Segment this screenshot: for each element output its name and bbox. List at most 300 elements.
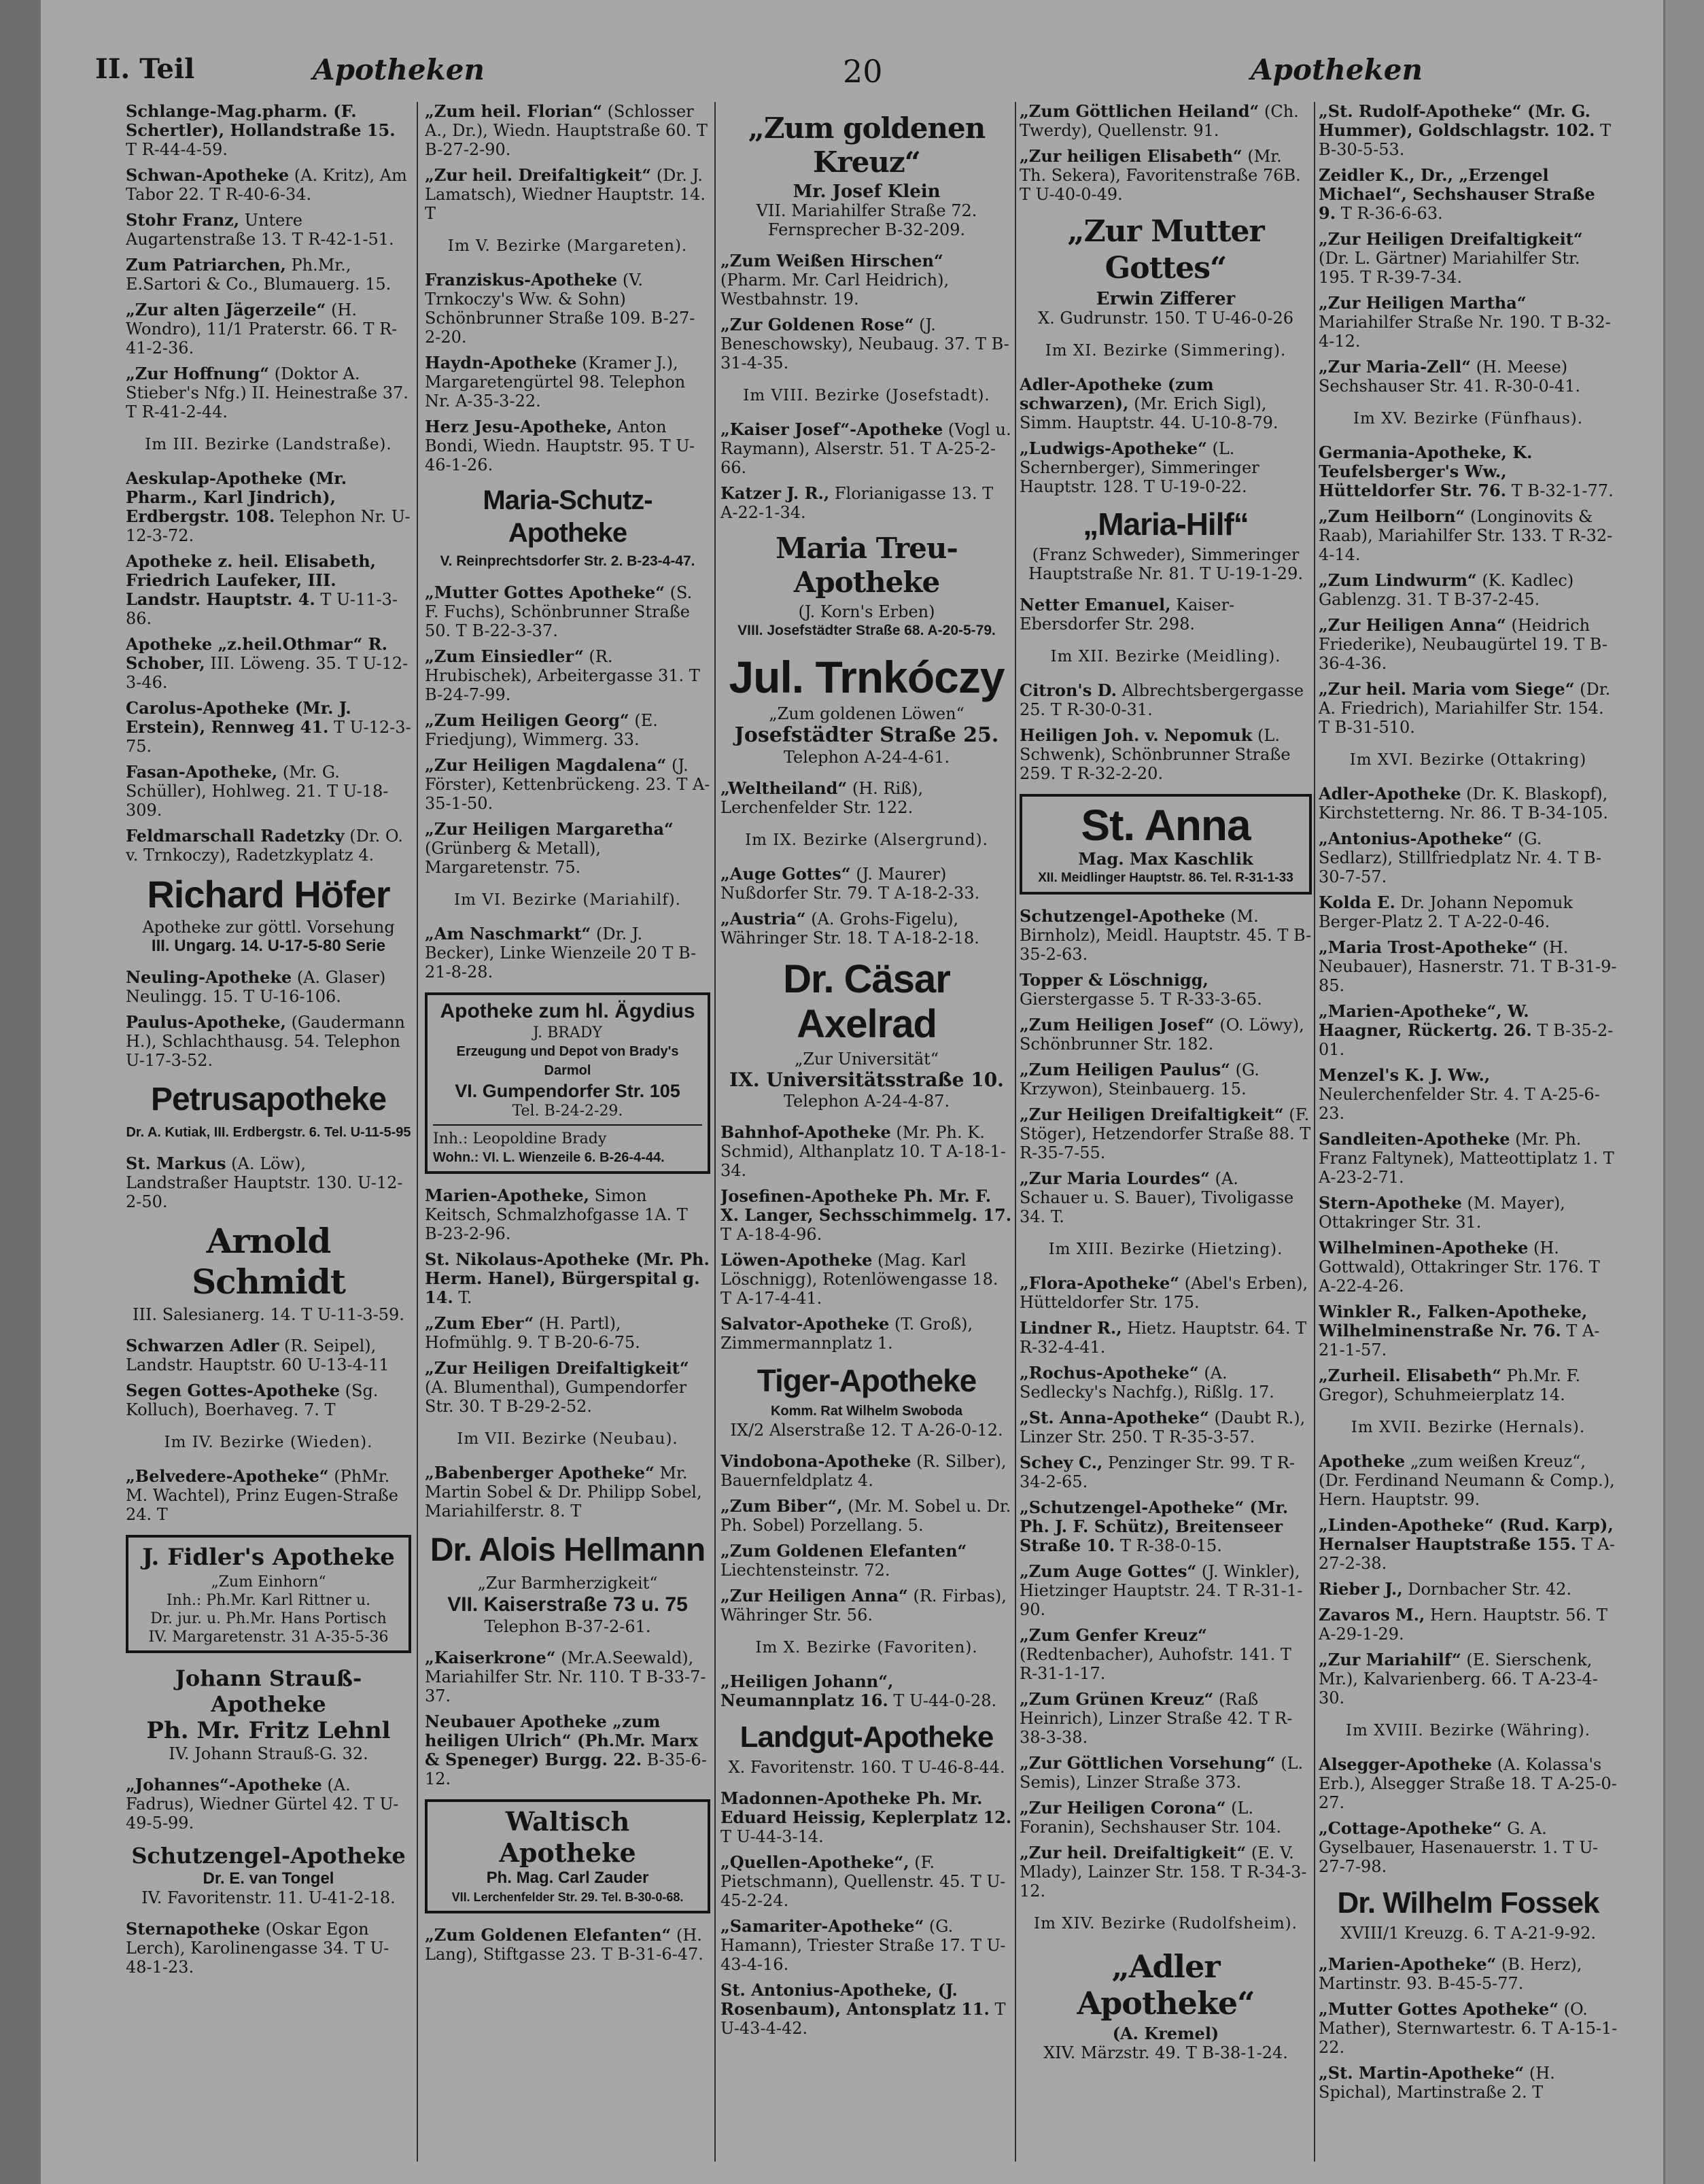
listing-details: (A. Grohs-Figelu), Währinger Str. 18. T A-18-2-18. <box>720 909 979 948</box>
listing-details: (F. Pietschmann), Quellenstr. 45. T U-45-2-24. <box>720 1853 1006 1910</box>
ad-title: Maria Treu-Apotheke <box>776 532 958 599</box>
listing-name: Katzer J. R., <box>720 483 830 503</box>
district-heading: Im VIII. Bezirke (Josefstadt). <box>743 387 990 404</box>
listing-entry <box>425 647 710 704</box>
listing-name: „Heiligen Johann“, Neumannplatz 16. <box>720 1671 894 1710</box>
listing-entry <box>126 364 411 421</box>
listing-entry <box>720 484 1013 522</box>
listing-entry <box>1020 1364 1312 1402</box>
listing-details: (Mr. Ph. K. Schmid), Althanplatz 10. T A-18-1-34. <box>720 1123 1006 1180</box>
listing-entry <box>126 699 411 756</box>
listing-name: „Auge Gottes“ <box>720 864 851 884</box>
ad-line: Inh.: Ph.Mr. Karl Rittner u. <box>166 1592 371 1609</box>
listing-name: „St. Anna-Apotheke“ <box>1020 1408 1209 1427</box>
ad-line: VII. Mariahilfer Straße 72. <box>756 201 977 220</box>
listing-details: (H. Partl), Hofmühlg. 9. T B-20-6-75. <box>425 1314 640 1352</box>
display-ad <box>720 653 1013 767</box>
listing-name: Salvator-Apotheke <box>720 1314 890 1334</box>
ad-line: X. Favoritenstr. 160. T U-46-8-44. <box>728 1758 1005 1777</box>
listing-name: „Zurheil. Elisabeth“ <box>1319 1366 1502 1385</box>
listing-name: „Zur heiligen Elisabeth“ <box>1020 146 1242 166</box>
listing-details: Hietz. Hauptstr. 64. T R-32-4-41. <box>1020 1319 1307 1357</box>
ad-line: (Franz Schweder), Simmeringer <box>1032 545 1300 564</box>
listing-name: Bahnhof-Apotheke <box>720 1122 891 1142</box>
display-ad <box>126 1221 411 1324</box>
district-heading: Im VI. Bezirke (Mariahilf). <box>454 891 681 909</box>
listing-details: (Oskar Egon Lerch), Karolinengasse 34. T U-48-1-23. <box>126 1920 389 1977</box>
ad-title: Jul. Trnkóczy <box>729 652 1005 702</box>
listing-entry <box>1020 1408 1312 1446</box>
listing-name: „Zur Heiligen Magdalena“ <box>425 755 667 775</box>
ad-line: Telephon A-24-4-87. <box>783 1092 950 1111</box>
listing-details: (Mr. M. Sobel u. Dr. Ph. Sobel) Porzellang. 5. <box>720 1497 1011 1535</box>
listing-entry <box>1319 1302 1618 1359</box>
page-header <box>95 53 1468 101</box>
column-rule <box>1015 102 1016 2162</box>
listing-name: „Belvedere-Apotheke“ <box>126 1466 329 1486</box>
listing-entry <box>126 763 411 820</box>
listing-name: Madonnen-Apotheke Ph. Mr. Eduard Heissig, Keplerplatz 12. <box>720 1788 1012 1827</box>
listing-details: T U-43-4-42. <box>720 2000 1006 2038</box>
listing-entry <box>425 711 710 749</box>
listing-entry <box>1319 616 1618 673</box>
listing-entry <box>1319 1650 1618 1708</box>
listing-name: Heiligen Joh. v. Nepomuk <box>1020 725 1253 745</box>
ad-title: Dr. Cäsar Axelrad <box>783 957 950 1046</box>
listing-details: B-35-6-12. <box>425 1750 707 1788</box>
listing-details: (G. Krzywon), Steinbauerg. 15. <box>1020 1060 1259 1098</box>
listing-name: Vindobona-Apotheke <box>720 1451 911 1471</box>
listing-details: (Dr. J. Lamatsch), Wiedner Hauptstr. 14. T <box>425 166 706 223</box>
listing-name: Schwan-Apotheke <box>126 165 290 185</box>
listing-name: Lindner R., <box>1020 1318 1122 1338</box>
listing-details: III. Löweng. 35. T U-12-3-46. <box>126 654 408 692</box>
listing-name: „Zum Heiligen Paulus“ <box>1020 1060 1230 1079</box>
listing-name: „Austria“ <box>720 909 806 929</box>
district-heading: Im XII. Bezirke (Meidling). <box>1050 648 1281 665</box>
listing-details: (L. Semis), Linzer Straße 373. <box>1020 1754 1304 1792</box>
listing-entry <box>126 635 411 692</box>
listing-name: „St. Martin-Apotheke“ <box>1319 2063 1525 2083</box>
listing-entry <box>126 166 411 204</box>
listing-entry <box>1020 1843 1312 1901</box>
listing-entry <box>1020 1562 1312 1619</box>
listing-name: Aeskulap-Apotheke (Mr. Pharm., Karl Jindrich), Erdbergstr. 108. <box>126 468 347 526</box>
display-ad <box>126 874 411 956</box>
listing-entry <box>126 1154 411 1211</box>
listing-details: (J. Maurer) Nußdorfer Str. 79. T A-18-2-33. <box>720 865 980 903</box>
listing-entry <box>720 420 1013 477</box>
listing-entry <box>425 820 710 877</box>
listing-name: Rieber J., <box>1319 1579 1403 1599</box>
listing-details: Neulerchenfelder Str. 4. T A-25-6-23. <box>1319 1085 1600 1123</box>
listing-name: Schey C., <box>1020 1453 1103 1472</box>
column-4 <box>1020 102 1312 2162</box>
listing-details: (O. Mather), Sternwartestr. 6. T A-15-1-22. <box>1319 2000 1618 2057</box>
listing-entry <box>425 166 710 223</box>
listing-entry <box>425 1186 710 1243</box>
listing-entry <box>425 1648 710 1705</box>
listing-details: (Raß Heinrich), Linzer Straße 42. T R-38-3-38. <box>1020 1690 1293 1747</box>
ad-title: Waltisch Apotheke <box>499 1806 636 1868</box>
listing-name: „Quellen-Apotheke“, <box>720 1852 909 1872</box>
listing-name: „Ludwigs-Apotheke“ <box>1020 438 1207 458</box>
listing-name: „Zur Heiligen Dreifaltigkeit“ <box>1319 229 1583 249</box>
listing-entry <box>1319 784 1618 822</box>
display-ad <box>126 1665 411 1763</box>
listing-details: (H. Spichal), Martinstraße 2. T <box>1319 2064 1555 2102</box>
listing-details: (A. Fadrus), Wiedner Gürtel 42. T U-49-5-99. <box>126 1775 399 1833</box>
listing-entry <box>1020 1799 1312 1837</box>
ad-line: X. Gudrunstr. 150. T U-46-0-26 <box>1038 309 1293 328</box>
listing-details: (Pharm. Mr. Carl Heidrich), Westbahnstr. 19. <box>720 271 950 309</box>
display-ad <box>720 1362 1013 1440</box>
listing-name: „Marien-Apotheke“ <box>1319 1954 1497 1974</box>
listing-details: T R-38-0-15. <box>1119 1536 1222 1555</box>
listing-entry <box>425 1314 710 1352</box>
ad-title: „Zur Mutter Gottes“ <box>1067 214 1264 285</box>
listing-entry <box>425 1712 710 1788</box>
listing-name: Citron's D. <box>1020 680 1117 700</box>
listing-name: Haydn-Apotheke <box>425 353 577 372</box>
listing-entry <box>720 1452 1013 1490</box>
listing-name: „Kaiserkrone“ <box>425 1648 556 1667</box>
listing-name: „Zur Maria Lourdes“ <box>1020 1168 1210 1188</box>
listing-name: „Zur Heiligen Corona“ <box>1020 1798 1226 1818</box>
listing-details: (Kramer J.), Margaretengürtel 98. Telephon Nr. A-35-3-22. <box>425 353 686 411</box>
listing-details: Dr. Johann Nepomuk Berger-Platz 2. T A-22-0-46. <box>1319 893 1573 931</box>
listing-entry <box>720 1123 1013 1180</box>
listing-entry <box>720 1853 1013 1910</box>
listing-details: (L. Schernberger), Simmeringer Hauptstr. 128. T U-19-0-22. <box>1020 439 1259 496</box>
ad-line: „Zum Einhorn“ <box>211 1574 326 1591</box>
listing-details: Telephon Nr. U-12-3-72. <box>126 507 411 545</box>
listing-name: Alsegger-Apotheke <box>1319 1754 1493 1774</box>
district-heading: Im IV. Bezirke (Wieden). <box>164 1434 373 1451</box>
ad-title: Johann Strauß-Apotheke <box>175 1665 362 1717</box>
ad-line: IV. Johann Strauß-G. 32. <box>169 1744 368 1763</box>
ad-line: Dr. A. Kutiak, III. Erdbergstr. 6. Tel. U-11-5-95 <box>126 1125 411 1140</box>
listing-details: (V. Trnkoczy's Ww. & Sohn) Schönbrunner Straße 109. B-27-2-20. <box>425 271 695 347</box>
listing-name: Wilhelminen-Apotheke <box>1319 1238 1529 1258</box>
listing-entry <box>1319 893 1618 931</box>
listing-name: Adler-Apotheke (zum schwarzen), <box>1020 375 1214 413</box>
display-ad <box>720 1720 1013 1777</box>
listing-name: Netter Emanuel, <box>1020 595 1171 614</box>
listing-name: Schwarzen Adler <box>126 1336 279 1355</box>
listing-name: Löwen-Apotheke <box>720 1250 873 1270</box>
listing-name: „Zum Genfer Kreuz“ <box>1020 1625 1207 1645</box>
listing-name: Carolus-Apotheke (Mr. J. Erstein), Rennweg 41. <box>126 698 351 737</box>
listing-name: Stohr Franz, <box>126 210 240 230</box>
ad-line: VII. Kaiserstraße 73 u. 75 <box>447 1593 688 1616</box>
listing-details: (Dr. A. Friedrich), Mariahilfer Str. 154. T B-31-510. <box>1319 680 1611 737</box>
listing-details: T A-21-1-57. <box>1319 1321 1600 1359</box>
column-1 <box>126 102 411 2162</box>
listing-details: (PhMr. M. Wachtel), Prinz Eugen-Straße 24. T <box>126 1467 399 1524</box>
listing-name: „Zum Auge Gottes“ <box>1020 1561 1197 1581</box>
district-heading: Im XV. Bezirke (Fünfhaus). <box>1353 410 1584 428</box>
listing-details: T U-44-0-28. <box>893 1691 997 1710</box>
listing-entry <box>126 968 411 1006</box>
listing-details: T B-35-2-01. <box>1319 1021 1614 1059</box>
listing-details: (Vogl u. Raymann), Alserstr. 51. T A-25-2-66. <box>720 420 1011 477</box>
listing-entry <box>1319 358 1618 396</box>
ad-line: Dr. jur. u. Ph.Mr. Hans Portisch <box>150 1610 387 1627</box>
listing-details: (A. Schauer u. S. Bauer), Tivoligasse 34. T. <box>1020 1169 1294 1226</box>
listing-name: „Flora-Apotheke“ <box>1020 1273 1180 1293</box>
listing-name: „Zur Hoffnung“ <box>126 364 270 383</box>
listing-entry <box>126 211 411 249</box>
listing-name: Menzel's K. J. Ww., <box>1319 1065 1491 1085</box>
listing-details: (J. Förster), Kettenbrückeng. 23. T A-35-1-50. <box>425 756 710 813</box>
listing-details: (Mr. Erich Sigl), Simm. Hauptstr. 44. U-10-8-79. <box>1020 394 1279 432</box>
ad-line: J. BRADY <box>533 1024 602 1041</box>
listing-name: „Kaiser Josef“-Apotheke <box>720 419 943 439</box>
listing-details: (M. Mayer), Ottakringer Str. 31. <box>1319 1194 1565 1232</box>
ad-line: IV. Margaretenstr. 31 A-35-5-36 <box>148 1629 389 1646</box>
display-ad <box>425 1530 710 1636</box>
listing-name: „Zum Weißen Hirschen“ <box>720 251 943 271</box>
listing-details: Simon Keitsch, Schmalzhofgasse 1A. T B-23-2-96. <box>425 1186 688 1243</box>
listing-entry <box>1020 375 1312 432</box>
listing-name: „Zum heil. Florian“ <box>425 102 602 121</box>
listing-entry <box>1319 102 1618 159</box>
listing-name: „Linden-Apotheke“ (Rud. Karp), Hernalser Hauptstraße 155. <box>1319 1515 1614 1554</box>
display-ad <box>1020 506 1312 583</box>
listing-entry <box>126 1336 411 1374</box>
listing-details: G. A. Gyselbauer, Hasenauerstr. 1. T U-27-7-98. <box>1319 1819 1599 1876</box>
listing-details: (A. Blumenthal), Gumpendorfer Str. 30. T B-29-2-52. <box>425 1378 687 1416</box>
ad-title: Richard Höfer <box>147 873 390 916</box>
listing-details: (R. Silber), Bauernfeldplatz 4. <box>720 1452 1007 1490</box>
listing-name: „Zur Göttlichen Vorsehung“ <box>1020 1753 1276 1773</box>
listing-entry <box>425 353 710 411</box>
listing-name: Josefinen-Apotheke Ph. Mr. F. X. Langer, Sechsschimmelg. 17. <box>720 1186 1012 1225</box>
listing-details: Penzinger Str. 99. T R-34-2-65. <box>1020 1453 1295 1491</box>
listing-details: (Redtenbacher), Auhofstr. 141. T R-31-1-17. <box>1020 1645 1291 1683</box>
listing-name: Schlange-Mag.pharm. (F. Schertler), Hollandstraße 15. <box>126 102 396 140</box>
listing-name: Segen Gottes-Apotheke <box>126 1381 340 1400</box>
listing-entry <box>1020 1105 1312 1162</box>
listing-details: (Mag. Karl Löschnigg), Rotenlöwengasse 18. T A-17-4-41. <box>720 1251 998 1308</box>
listing-details: (E. V. Mlady), Lainzer Str. 158. T R-34-3-12. <box>1020 1843 1307 1901</box>
listing-entry <box>1319 1066 1618 1123</box>
listing-details: Untere Augartenstraße 13. T R-42-1-51. <box>126 211 394 249</box>
district-heading: Im VII. Bezirke (Neubau). <box>457 1430 678 1448</box>
district-heading: Im XVI. Bezirke (Ottakring) <box>1349 751 1587 769</box>
listing-details: (F. Stöger), Hetzendorfer Straße 88. T R-35-7-55. <box>1020 1105 1311 1162</box>
listing-name: Germania-Apotheke, K. Teufelsberger's Ww., Hütteldorfer Str. 76. <box>1319 443 1533 500</box>
listing-details: (B. Herz), Martinstr. 93. B-45-5-77. <box>1319 1955 1582 1993</box>
listing-details: T R-44-4-59. <box>126 140 228 159</box>
listing-name: „Maria Trost-Apotheke“ <box>1319 937 1537 957</box>
listing-details: (R. Seipel), Landstr. Hauptstr. 60 U-13-4-11 <box>126 1336 389 1374</box>
listing-details: (Mr. Th. Sekera), Favoritenstraße 76B. T U-40-0-49. <box>1020 147 1301 204</box>
display-ad <box>126 1535 411 1653</box>
ad-line: Komm. Rat Wilhelm Swoboda <box>770 1404 963 1419</box>
listing-name: „Zur Heiligen Anna“ <box>1319 615 1506 635</box>
listing-entry <box>720 1187 1013 1244</box>
ad-title: St. Anna <box>1081 801 1251 850</box>
listing-name: Paulus-Apotheke, <box>126 1012 286 1032</box>
listing-details: (Daubt R.), Linzer Str. 250. T R-35-3-57. <box>1020 1408 1306 1446</box>
listing-details: (G. Hamann), Triester Straße 17. T U-43-4-16. <box>720 1917 1006 1974</box>
listing-name: Kolda E. <box>1319 892 1395 912</box>
ad-line: Ph. Mr. Fritz Lehnl <box>146 1717 391 1744</box>
display-ad <box>425 484 710 571</box>
listing-entry <box>1319 294 1618 351</box>
listing-details: (H. Lang), Stiftgasse 23. T B-31-6-47. <box>425 1926 703 1964</box>
listing-details: (T. Groß), Zimmermannplatz 1. <box>720 1315 973 1353</box>
listing-details: (Mr. G. Schüller), Hohlweg. 21. T U-18-309. <box>126 763 389 820</box>
listing-name: Apotheke z. heil. Elisabeth, Friedrich Laufeker, III. Landstr. Hauptstr. 4. <box>126 551 377 609</box>
running-title-left: Apotheken <box>313 53 485 86</box>
listing-entry <box>425 1250 710 1307</box>
listing-entry <box>126 256 411 294</box>
ad-line: Mr. Josef Klein <box>793 181 941 202</box>
listing-name: „Babenberger Apotheke“ <box>425 1463 655 1483</box>
listing-name: „Samariter-Apotheke“ <box>720 1916 924 1936</box>
listing-name: Sternapotheke <box>126 1919 260 1939</box>
listing-name: „Johannes“-Apotheke <box>126 1775 322 1795</box>
listing-details: Mariahilfer Straße Nr. 190. T B-32-4-12. <box>1319 313 1611 351</box>
listing-name: Schutzengel-Apotheke <box>1020 906 1225 926</box>
listing-entry <box>1319 2064 1618 2102</box>
listing-details: (A. Kritz), Am Tabor 22. T R-40-6-34. <box>126 166 407 204</box>
listing-name: Zavaros M., <box>1319 1605 1425 1625</box>
listing-details: (H. Riß), Lerchenfelder Str. 122. <box>720 779 924 817</box>
listing-name: „Zur Heiligen Dreifaltigkeit“ <box>1020 1105 1284 1124</box>
listing-entry <box>1319 1819 1618 1876</box>
listing-entry <box>126 1381 411 1419</box>
ad-title: Arnold Schmidt <box>192 1221 345 1302</box>
listing-name: St. Antonius-Apotheke, (J. Rosenbaum), Antonsplatz 11. <box>720 1980 990 2019</box>
listing-name: „Am Naschmarkt“ <box>425 924 591 943</box>
listing-name: Zum Patriarchen, <box>126 255 286 275</box>
ad-line: Dr. E. van Tongel <box>203 1869 334 1888</box>
listing-entry <box>1020 726 1312 783</box>
ad-line: Inh.: Leopoldine Brady <box>433 1124 702 1148</box>
listing-entry <box>126 469 411 545</box>
column-3 <box>720 102 1013 2162</box>
listing-name: Stern-Apotheke <box>1319 1193 1462 1213</box>
district-heading: Im XIV. Bezirke (Rudolfsheim). <box>1034 1915 1298 1932</box>
ad-line: III. Salesianerg. 14. T U-11-3-59. <box>133 1305 404 1324</box>
ad-line: Wohn.: VI. L. Wienzeile 6. B-26-4-44. <box>433 1150 665 1165</box>
listing-entry <box>720 779 1013 817</box>
listing-details: Ph.Mr. F. Gregor), Schuhmeierplatz 14. <box>1319 1366 1581 1404</box>
listing-name: „Zum Göttlichen Heiland“ <box>1020 102 1259 121</box>
listing-details: (Abel's Erben), Hütteldorfer Str. 175. <box>1020 1274 1308 1312</box>
column-rule <box>417 102 418 2162</box>
listing-name: „Zur Heiligen Martha“ <box>1319 293 1527 313</box>
ad-line: (J. Korn's Erben) <box>798 602 935 621</box>
ad-line: IX. Universitätsstraße 10. <box>729 1069 1004 1091</box>
display-ad <box>425 1799 710 1913</box>
display-ad <box>425 992 710 1174</box>
listing-details: Dornbacher Str. 42. <box>1408 1580 1572 1599</box>
listing-name: Sandleiten-Apotheke <box>1319 1129 1510 1149</box>
listing-name: „Zum Heiligen Josef“ <box>1020 1015 1215 1035</box>
listing-details: (A. Glaser) Neulingg. 15. T U-16-106. <box>126 968 386 1006</box>
ad-line: Tel. B-24-2-29. <box>512 1103 623 1120</box>
listing-details: Liechtensteinstr. 72. <box>720 1561 890 1580</box>
listing-details: Florianigasse 13. T A-22-1-34. <box>720 484 994 522</box>
listing-entry <box>1319 1366 1618 1404</box>
listing-name: Topper & Löschnigg, <box>1020 970 1209 990</box>
ad-line: „Zur Barmherzigkeit“ <box>477 1574 658 1593</box>
listing-details: (Dr. J. Becker), Linke Wienzeile 20 T B-21-8-28. <box>425 924 697 982</box>
listing-entry <box>1319 1238 1618 1296</box>
ad-line: Hauptstraße Nr. 81. T U-19-1-29. <box>1028 564 1303 583</box>
column-2 <box>425 102 710 2162</box>
listing-entry <box>720 1981 1013 2038</box>
listing-name: „Mutter Gottes Apotheke“ <box>1319 1999 1559 2019</box>
listing-name: „Marien-Apotheke“, W. Haagner, Rückertg. 26. <box>1319 1001 1532 1040</box>
listing-entry <box>1020 1060 1312 1098</box>
listing-entry <box>126 300 411 358</box>
ad-line: XIV. Märzstr. 49. T B-38-1-24. <box>1043 2043 1288 2062</box>
display-ad <box>1020 1948 1312 2062</box>
listing-name: „Zur heil. Maria vom Siege“ <box>1319 679 1575 699</box>
ad-line: XII. Meidlinger Hauptstr. 86. Tel. R-31-1-33 <box>1038 871 1293 885</box>
listing-details: (Gaudermann H.), Schlachthausg. 54. Telephon U-17-3-52. <box>126 1013 405 1070</box>
listing-entry <box>1319 571 1618 609</box>
district-heading: Im XVII. Bezirke (Hernals). <box>1351 1419 1586 1436</box>
listing-details: Ph.Mr., E.Sartori & Co., Blumauerg. 15. <box>126 256 392 294</box>
listing-entry <box>425 924 710 982</box>
listing-entry <box>1020 439 1312 496</box>
listing-name: Fasan-Apotheke, <box>126 762 278 782</box>
ad-line: Telephon A-24-4-61. <box>783 748 950 767</box>
listing-name: „Zur Goldenen Rose“ <box>720 315 914 334</box>
listing-details: (Doktor A. Stieber's Nfg.) II. Heinestraße 37. T R-41-2-44. <box>126 364 408 421</box>
listing-details: „zum weißen Kreuz“, (Dr. Ferdinand Neumann & Comp.), Hern. Hauptstr. 99. <box>1319 1452 1615 1509</box>
ad-line: (A. Kremel) <box>1112 2024 1219 2043</box>
listing-details: Gierstergasse 5. T R-33-3-65. <box>1020 990 1262 1009</box>
listing-details: (R. Firbas), Währinger Str. 56. <box>720 1587 1007 1625</box>
listing-entry <box>1020 1016 1312 1054</box>
ad-title: Apotheke zum hl. Ägydius <box>440 1000 695 1022</box>
listing-entry <box>1020 102 1312 140</box>
listing-name: Herz Jesu-Apotheke, <box>425 417 612 436</box>
listing-entry <box>126 102 411 159</box>
listing-entry <box>126 827 411 865</box>
ad-line: III. Ungarg. 14. U-17-5-80 Serie <box>151 937 386 955</box>
listing-entry <box>720 1789 1013 1846</box>
district-heading: Im IX. Bezirke (Alsergrund). <box>745 831 988 849</box>
listing-name: „Zum Heiligen Georg“ <box>425 710 629 730</box>
ad-title: „Zum goldenen Kreuz“ <box>748 111 986 179</box>
ad-line: Ph. Mag. Carl Zauder <box>486 1869 649 1887</box>
listing-entry <box>720 1917 1013 1974</box>
listing-entry <box>1020 1626 1312 1683</box>
ad-title: Schutzengel-Apotheke <box>131 1843 406 1869</box>
listing-name: „Mutter Gottes Apotheke“ <box>425 583 665 602</box>
display-ad <box>126 1079 411 1142</box>
listing-details: (Ch. Twerdy), Quellenstr. 91. <box>1020 102 1299 140</box>
listing-name: St. Nikolaus-Apotheke (Mr. Ph. Herm. Hanel), Bürgerspital g. 14. <box>425 1249 710 1307</box>
listing-entry <box>1020 595 1312 634</box>
listing-details: T B-32-1-77. <box>1511 481 1614 500</box>
listing-entry <box>1020 1453 1312 1491</box>
listing-details: (O. Löwy), Schönbrunner Str. 182. <box>1020 1016 1304 1054</box>
listing-entry <box>126 1920 411 1977</box>
listing-entry <box>1319 829 1618 886</box>
listing-details: T A-27-2-38. <box>1319 1535 1615 1573</box>
listing-name: Feldmarschall Radetzky <box>126 826 345 846</box>
